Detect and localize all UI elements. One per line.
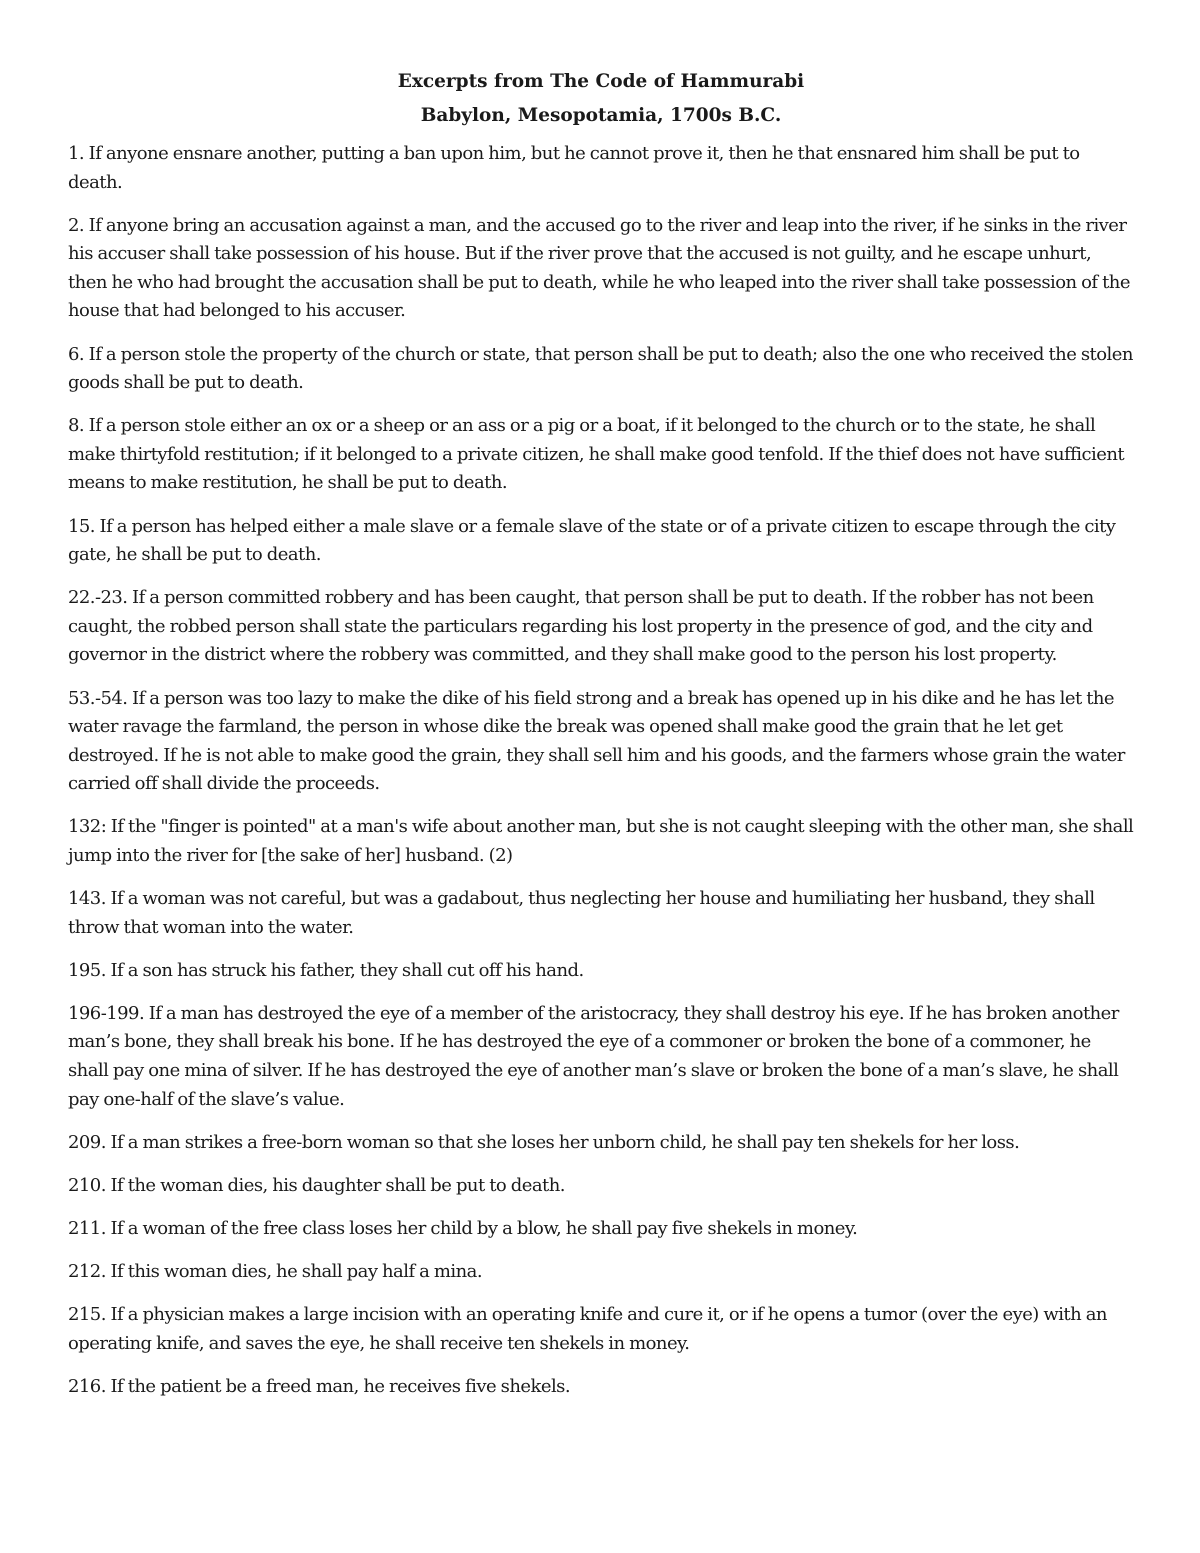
law-paragraph: 196-199. If a man has destroyed the eye of a member of the aristocracy, they shall destroy his eye. If he has broken another man’s bone, they shall break his bone. If he has destroyed the eye of a commoner or broken the bone of a commoner, he shall pay one mina of silver. If he has destroyed the eye of another man’s slave or broken the bone of a man’s slave, he shall pay one-half of the slave’s value.: [68, 1002, 1119, 1110]
document-title: Excerpts from The Code of Hammurabi: [397, 71, 805, 92]
law-paragraph: 132: If the "finger is pointed" at a man's wife about another man, but she is not caught sleeping with the other man, she shall jump into the river for [the sake of her] husband. (2): [68, 816, 1134, 866]
law-paragraph: 8. If a person stole either an ox or a sheep or an ass or a pig or a boat, if it belonged to the church or to the state, he shall make thirtyfold restitution; if it belonged to a private citizen, he shall make good tenfold. If the thief does not have sufficient means to make restitution, he shall be put to death.: [68, 415, 1125, 494]
document-page: [68, 70, 1134, 1416]
law-paragraph: 53.-54. If a person was too lazy to make the dike of his field strong and a break has opened up in his dike and he has let the water ravage the farmland, the person in whose dike the break was opened shall make good the grain that he let get destroyed. If he is not able to make good the grain, they shall sell him and his goods, and the farmers whose grain the water carried off shall divide the proceeds.: [68, 687, 1125, 795]
law-paragraph: 6. If a person stole the property of the church or state, that person shall be put to death; also the one who received the stolen goods shall be put to death.: [68, 343, 1133, 394]
law-paragraph: 2. If anyone bring an accusation against a man, and the accused go to the river and leap into the river, if he sinks in the river his accuser shall take possession of his house. But if the river prove that the accused is not guilty, and he escape unhurt, then he who had brought the accusation shall be put to death, while he who leaped into the river shall take possession of the house that had belonged to his accuser.: [68, 214, 1130, 322]
law-paragraph: 143. If a woman was not careful, but was a gadabout, thus neglecting her house and humiliating her husband, they shall throw that woman into the water.: [68, 888, 1095, 938]
document-subtitle: Babylon, Mesopotamia, 1700s B.C.: [420, 105, 782, 126]
law-paragraph: 1. If anyone ensnare another, putting a ban upon him, but he cannot prove it, then he that ensnared him shall be put to death.: [68, 143, 1080, 193]
law-paragraph: 209. If a man strikes a free-born woman so that she loses her unborn child, he shall pay ten shekels for her loss.: [68, 1131, 1020, 1153]
law-paragraph: 212. If this woman dies, he shall pay half a mina.: [68, 1261, 483, 1282]
law-paragraph: 195. If a son has struck his father, they shall cut off his hand.: [68, 959, 584, 981]
law-paragraph: 22.-23. If a person committed robbery and has been caught, that person shall be put to death. If the robber has not been caught, the robbed person shall state the particulars regarding his lost property in the presence of god, and the city and governor in the district where the robbery was committed, and they shall make good to the person his lost property.: [68, 587, 1094, 666]
law-paragraph: 216. If the patient be a freed man, he receives five shekels.: [68, 1375, 571, 1397]
law-paragraph: 215. If a physician makes a large incision with an operating knife and cure it, or if he opens a tumor (over the eye) with an operating knife, and saves the eye, he shall receive ten shekels in money.: [68, 1304, 1107, 1354]
law-paragraph: 211. If a woman of the free class loses her child by a blow, he shall pay five shekels in money.: [68, 1217, 858, 1239]
law-paragraph: 210. If the woman dies, his daughter shall be put to death.: [68, 1174, 565, 1196]
law-paragraph: 15. If a person has helped either a male slave or a female slave of the state or of a private citizen to escape through the city gate, he shall be put to death.: [68, 515, 1116, 566]
